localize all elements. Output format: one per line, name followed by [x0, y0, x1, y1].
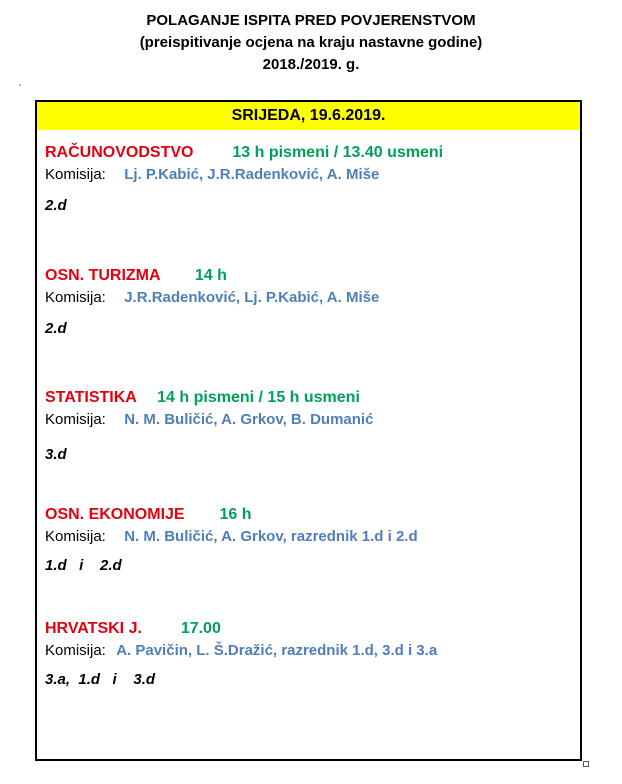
exam-subject-line: [45, 387, 575, 409]
commission-label: Komisija:: [45, 289, 106, 306]
commission-members: Lj. P.Kabić, J.R.Radenković, A. Miše: [124, 166, 380, 183]
exam-commission-line: [45, 409, 575, 431]
exam-entry-statistika: [45, 387, 575, 465]
commission-members: J.R.Radenković, Lj. P.Kabić, A. Miše: [124, 289, 380, 306]
date-banner: SRIJEDA, 19.6.2019.: [37, 102, 580, 130]
exam-time: 14 h pismeni / 15 h usmeni: [157, 389, 360, 406]
exam-subject-line: [45, 618, 575, 640]
commission-label: Komisija:: [45, 642, 106, 659]
exam-commission-line: [45, 164, 575, 186]
exam-commission-line: [45, 640, 575, 662]
commission-members: N. M. Buličić, A. Grkov, B. Dumanić: [124, 411, 374, 428]
title-school-year: 2018./2019. g.: [262, 56, 360, 73]
exam-entry-osn-ekonomije: [45, 504, 575, 576]
exam-subject-line: [45, 265, 575, 287]
frame-resize-handle[interactable]: [583, 761, 589, 767]
exam-time: 16 h: [219, 506, 252, 523]
page-mark: [19, 84, 21, 86]
exam-entry-hrvatski: [45, 618, 575, 690]
exam-entry-racunovodstvo: [45, 142, 575, 216]
exam-time: 14 h: [194, 267, 227, 284]
exam-entry-osn-turizma: [45, 265, 575, 339]
exam-time: 13 h pismeni / 13.40 usmeni: [232, 144, 444, 161]
exam-classes: 2.d: [45, 320, 67, 337]
exam-classes: 3.d: [45, 446, 67, 463]
exam-classes: 3.a, 1.d i 3.d: [45, 671, 156, 688]
exam-classes: 2.d: [45, 197, 67, 214]
exam-commission-line: [45, 287, 575, 309]
title-subtitle: (preispitivanje ocjena na kraju nastavne godine): [139, 34, 483, 51]
exam-subject: OSN. TURIZMA: [45, 267, 160, 284]
commission-label: Komisija:: [45, 528, 106, 545]
exam-subject-line: [45, 142, 575, 164]
exam-classes: 1.d i 2.d: [45, 557, 122, 574]
commission-members: N. M. Buličić, A. Grkov, razrednik 1.d i 2.d: [124, 528, 418, 545]
commission-members: A. Pavičin, L. Š.Dražić, razrednik 1.d, 3.d i 3.a: [116, 642, 438, 659]
exam-subject: STATISTIKA: [45, 389, 137, 406]
schedule-frame: [35, 100, 582, 761]
commission-label: Komisija:: [45, 166, 106, 183]
title-line-1: POLAGANJE ISPITA PRED POVJERENSTVOM: [146, 12, 476, 29]
exam-time: 17.00: [180, 620, 221, 637]
exam-subject: OSN. EKONOMIJE: [45, 506, 185, 523]
document-title: [0, 10, 622, 76]
exam-subject: RAČUNOVODSTVO: [45, 144, 194, 161]
exam-subject: HRVATSKI J.: [45, 620, 142, 637]
commission-label: Komisija:: [45, 411, 106, 428]
exam-commission-line: [45, 526, 575, 548]
exam-subject-line: [45, 504, 575, 526]
